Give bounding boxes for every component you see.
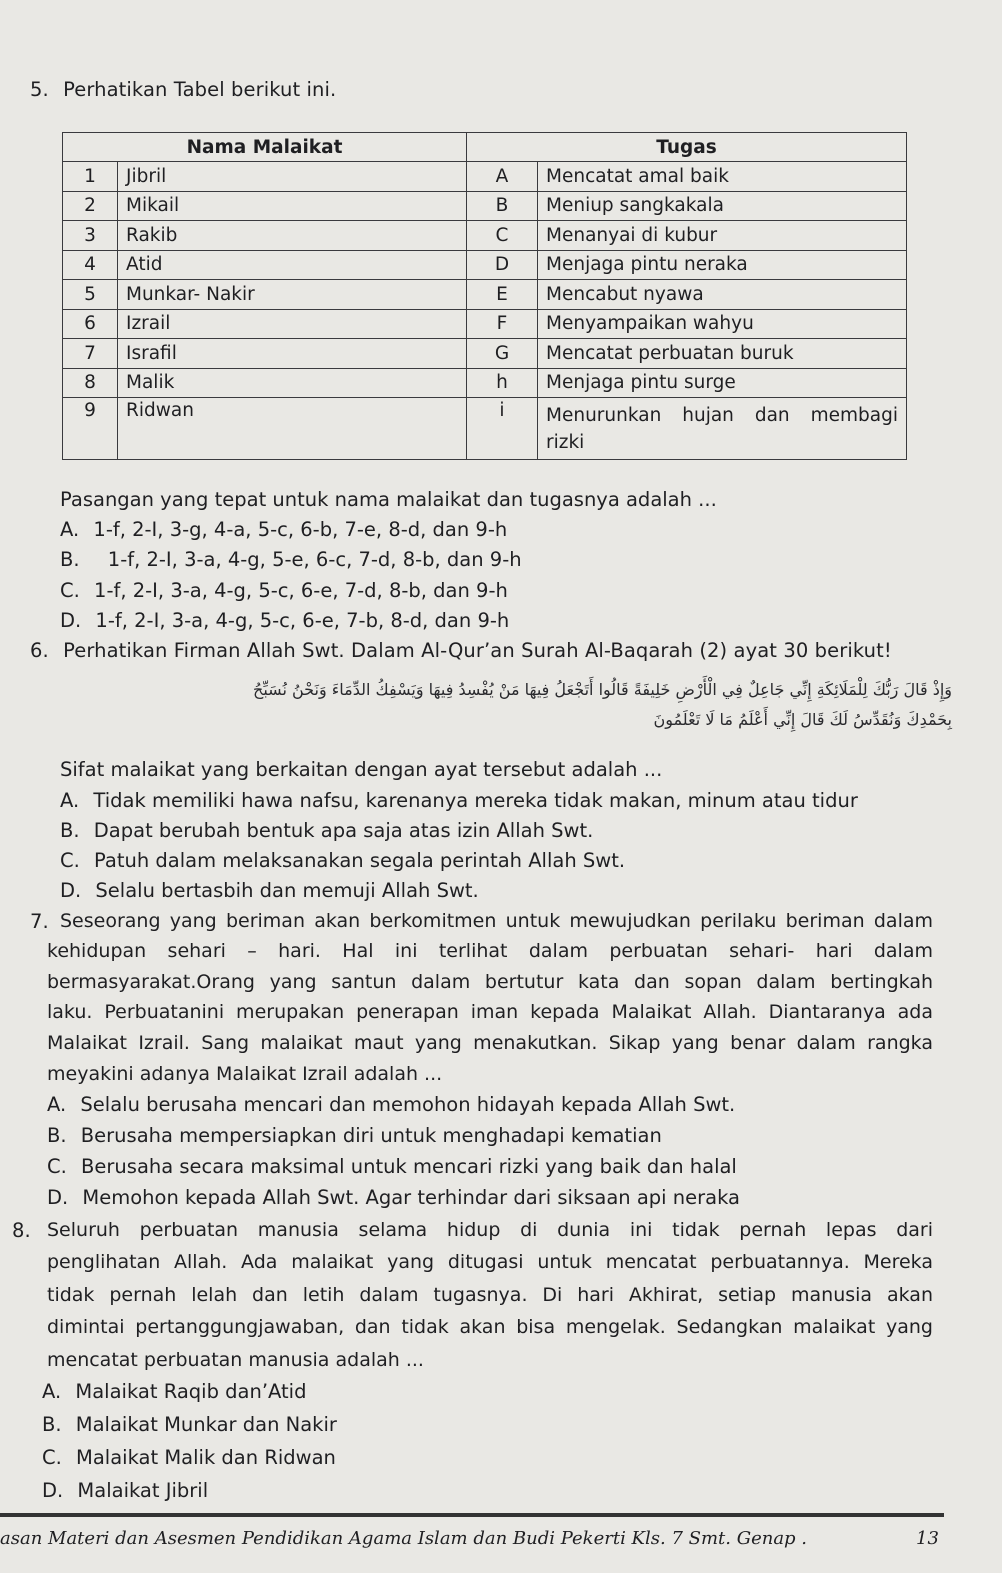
option-label: A.	[60, 518, 80, 541]
q7-option-d[interactable]	[47, 1186, 740, 1209]
option-text: Selalu berusaha mencari dan memohon hidayah kepada Allah Swt.	[80, 1093, 736, 1116]
task-text: Menyampaikan wahyu	[538, 309, 907, 339]
option-label: B.	[60, 548, 80, 571]
q7-line: Seseorang yang beriman akan berkomitmen untuk mewujudkan perilaku beriman dalam	[60, 910, 933, 932]
header-nama-malaikat: Nama Malaikat	[63, 133, 467, 162]
row-number: 5	[63, 280, 118, 310]
option-label: C.	[47, 1155, 67, 1178]
q7-option-a[interactable]	[47, 1093, 735, 1116]
option-label: B.	[60, 819, 80, 842]
row-number: 3	[63, 221, 118, 251]
q5-option-a[interactable]	[60, 518, 507, 541]
q8-option-b[interactable]	[42, 1413, 337, 1436]
task-text-line1: Menurunkan hujan dan membagi	[546, 404, 898, 426]
q6-prompt: Perhatikan Firman Allah Swt. Dalam Al-Qur’an Surah Al-Baqarah (2) ayat 30 berikut!	[63, 639, 892, 662]
q6-question: Sifat malaikat yang berkaitan dengan ayat tersebut adalah ...	[60, 758, 663, 781]
option-label: D.	[60, 609, 82, 632]
q5-header	[30, 78, 336, 101]
task-key: E	[467, 280, 538, 310]
option-label: C.	[60, 849, 80, 872]
option-label: C.	[42, 1446, 62, 1469]
option-label: B.	[47, 1124, 67, 1147]
option-text: Dapat berubah bentuk apa saja atas izin Allah Swt.	[93, 819, 594, 842]
q6-header	[30, 639, 892, 662]
task-key: B	[467, 191, 538, 221]
table-row	[63, 250, 907, 280]
table-row	[63, 309, 907, 339]
option-label: B.	[42, 1413, 62, 1436]
option-label: D.	[60, 879, 82, 902]
task-key: D	[467, 250, 538, 280]
q7-option-c[interactable]	[47, 1155, 737, 1178]
q6-option-b[interactable]	[60, 819, 593, 842]
header-tugas: Tugas	[467, 133, 907, 162]
page-number: 13	[916, 1528, 939, 1549]
table-row	[63, 280, 907, 310]
q8-line: dimintai pertanggungjawaban, dan tidak akan bisa mengelak. Sedangkan malaikat yang	[47, 1316, 933, 1338]
q7-line: Malaikat Izrail. Sang malaikat maut yang menakutkan. Sikap yang benar dalam rangka	[47, 1032, 933, 1054]
q7-line: kehidupan sehari – hari. Hal ini terlihat dalam perbuatan sehari- hari dalam	[47, 940, 933, 962]
option-label: A.	[47, 1093, 67, 1116]
q5-option-c[interactable]	[60, 579, 508, 602]
task-text: Menjaga pintu neraka	[538, 250, 907, 280]
malaikat-table	[62, 132, 907, 460]
q6-arabic-line1: وَإِذْ قَالَ رَبُّكَ لِلْمَلَائِكَةِ إِنِّي جَاعِلٌ فِي الْأَرْضِ خَلِيفَةً قَالُوا أَتَجْعَلُ فِيهَا مَنْ يُفْسِدُ فِيهَا وَيَسْفِكُ الدِّمَاءَ وَنَحْنُ نُسَبِّحُ	[253, 680, 952, 699]
q5-prompt: Perhatikan Tabel berikut ini.	[63, 78, 337, 101]
malaikat-name: Ridwan	[118, 398, 467, 460]
q6-arabic-line2: بِحَمْدِكَ وَنُقَدِّسُ لَكَ قَالَ إِنِّي أَعْلَمُ مَا لَا تَعْلَمُونَ	[653, 710, 952, 729]
q8-option-a[interactable]	[42, 1380, 306, 1403]
option-text: Patuh dalam melaksanakan segala perintah Allah Swt.	[94, 849, 626, 872]
q6-option-d[interactable]	[60, 879, 479, 902]
task-key: A	[467, 162, 538, 192]
option-text: Berusaha mempersiapkan diri untuk menghadapi kematian	[80, 1124, 662, 1147]
malaikat-name: Malik	[118, 368, 467, 398]
option-label: A.	[60, 789, 80, 812]
task-key: F	[467, 309, 538, 339]
malaikat-name: Mikail	[118, 191, 467, 221]
task-key: i	[467, 398, 538, 460]
task-key: h	[467, 368, 538, 398]
q5-option-b[interactable]	[60, 548, 522, 571]
row-number: 6	[63, 309, 118, 339]
q5-number: 5.	[30, 78, 49, 101]
q7-option-b[interactable]	[47, 1124, 662, 1147]
q8-line: penglihatan Allah. Ada malaikat yang ditugasi untuk mencatat perbuatannya. Mereka	[47, 1251, 933, 1273]
task-key: C	[467, 221, 538, 251]
q7-line: meyakini adanya Malaikat Izrail adalah ...	[47, 1063, 443, 1085]
table-row	[63, 339, 907, 369]
option-text: Malaikat Munkar dan Nakir	[75, 1413, 337, 1436]
option-label: D.	[42, 1479, 64, 1502]
task-text: Mencatat amal baik	[538, 162, 907, 192]
q7-line: bermasyarakat.Orang yang santun dalam bertutur kata dan sopan dalam bertingkah	[47, 971, 933, 993]
malaikat-name: Jibril	[118, 162, 467, 192]
q8-line: mencatat perbuatan manusia adalah ...	[47, 1349, 424, 1371]
malaikat-name: Izrail	[118, 309, 467, 339]
task-text: Menjaga pintu surge	[538, 368, 907, 398]
row-number: 4	[63, 250, 118, 280]
task-text: Mencatat perbuatan buruk	[538, 339, 907, 369]
q8-line: Seluruh perbuatan manusia selama hidup di dunia ini tidak pernah lepas dari	[47, 1219, 933, 1241]
q8-option-c[interactable]	[42, 1446, 336, 1469]
table-header-row	[63, 133, 907, 162]
table-row	[63, 368, 907, 398]
option-text: 1-f, 2-I, 3-g, 4-a, 5-c, 6-b, 7-e, 8-d, dan 9-h	[93, 518, 508, 541]
footer-title: asan Materi dan Asesmen Pendidikan Agama Islam dan Budi Pekerti Kls. 7 Smt. Genap .	[0, 1528, 808, 1549]
option-text: 1-f, 2-I, 3-a, 4-g, 5-c, 6-e, 7-d, 8-b, dan 9-h	[94, 579, 508, 602]
malaikat-name: Atid	[118, 250, 467, 280]
q6-option-c[interactable]	[60, 849, 625, 872]
option-label: C.	[60, 579, 80, 602]
q6-number: 6.	[30, 639, 49, 662]
table-row	[63, 398, 907, 460]
option-text: Memohon kepada Allah Swt. Agar terhindar dari siksaan api neraka	[82, 1186, 741, 1209]
q8-line: tidak pernah lelah dan letih dalam tugasnya. Di hari Akhirat, setiap manusia akan	[47, 1284, 933, 1306]
option-text: Malaikat Raqib dan’Atid	[75, 1380, 307, 1403]
option-text: Tidak memiliki hawa nafsu, karenanya mereka tidak makan, minum atau tidur	[93, 789, 858, 812]
row-number: 1	[63, 162, 118, 192]
option-text: 1-f, 2-I, 3-a, 4-g, 5-e, 6-c, 7-d, 8-b, dan 9-h	[107, 548, 522, 571]
footer-divider	[0, 1513, 944, 1517]
task-key: G	[467, 339, 538, 369]
option-text: Malaikat Jibril	[77, 1479, 209, 1502]
row-number: 8	[63, 368, 118, 398]
option-text: Selalu bertasbih dan memuji Allah Swt.	[95, 879, 479, 902]
row-number: 9	[63, 398, 118, 460]
task-text	[538, 398, 907, 460]
malaikat-name: Israfil	[118, 339, 467, 369]
q7-number: 7.	[30, 910, 49, 933]
q6-option-a[interactable]	[60, 789, 858, 812]
option-label: D.	[47, 1186, 69, 1209]
q7-line: laku. Perbuatanini merupakan penerapan iman kepada Malaikat Allah. Diantaranya ada	[47, 1001, 933, 1023]
row-number: 7	[63, 339, 118, 369]
option-label: A.	[42, 1380, 62, 1403]
table-row	[63, 221, 907, 251]
malaikat-name: Munkar- Nakir	[118, 280, 467, 310]
option-text: Berusaha secara maksimal untuk mencari rizki yang baik dan halal	[81, 1155, 737, 1178]
task-text: Mencabut nyawa	[538, 280, 907, 310]
option-text: 1-f, 2-I, 3-a, 4-g, 5-c, 6-e, 7-b, 8-d, dan 9-h	[95, 609, 510, 632]
malaikat-name: Rakib	[118, 221, 467, 251]
task-text: Menanyai di kubur	[538, 221, 907, 251]
table-row	[63, 191, 907, 221]
q5-question: Pasangan yang tepat untuk nama malaikat dan tugasnya adalah ...	[60, 488, 717, 511]
task-text: Meniup sangkakala	[538, 191, 907, 221]
q8-number: 8.	[12, 1219, 31, 1242]
option-text: Malaikat Malik dan Ridwan	[76, 1446, 336, 1469]
task-text-line2: rizki	[546, 431, 585, 453]
table-row	[63, 162, 907, 192]
row-number: 2	[63, 191, 118, 221]
q5-option-d[interactable]	[60, 609, 509, 632]
q8-option-d[interactable]	[42, 1479, 208, 1502]
